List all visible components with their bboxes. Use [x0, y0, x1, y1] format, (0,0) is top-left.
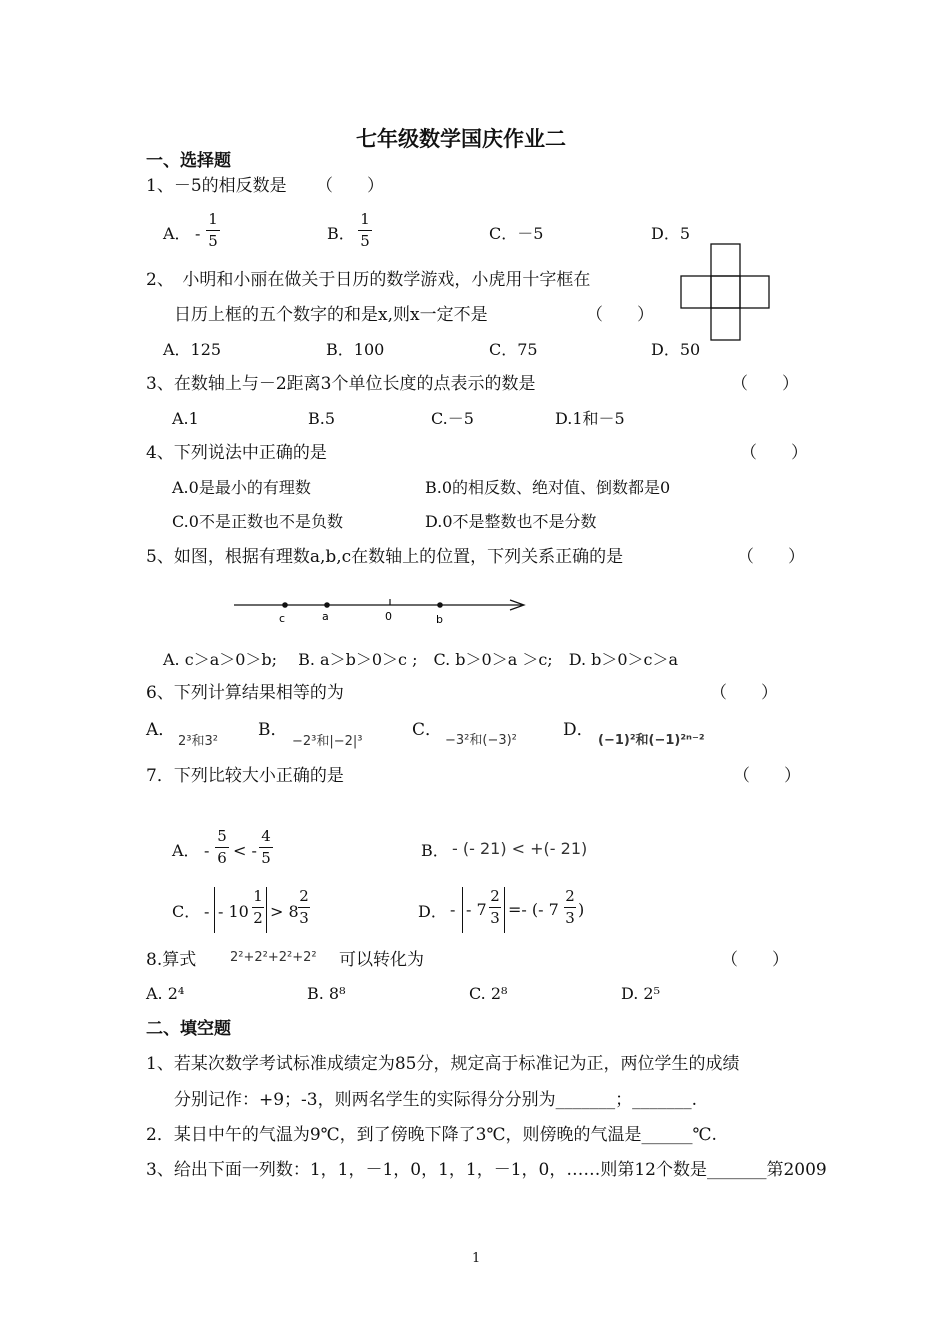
label-zero: 0 [385, 610, 392, 623]
label-b: b [436, 613, 443, 626]
q2-option-d: D．50 [651, 340, 701, 359]
section-heading-fill: 二、填空题 [146, 1019, 231, 1039]
label-c: c [279, 612, 286, 625]
question-6-bracket: （ ） [710, 683, 778, 703]
q2-option-a: A．125 [163, 340, 222, 359]
cross-frame-diagram [680, 243, 770, 341]
point-a [324, 602, 330, 608]
minus-sign: - [204, 841, 210, 860]
q2-option-b: B．100 [326, 340, 385, 359]
q7d-rhs: =- (- 7 [508, 900, 559, 919]
q8-option-c: C. 2⁸ [469, 984, 508, 1003]
q4-option-b: B.0的相反数、绝对值、倒数都是0 [425, 478, 671, 497]
fraction-numerator: 1 [360, 210, 370, 228]
cross-cell-right [740, 276, 769, 308]
page-number: 1 [472, 1251, 481, 1266]
q7-option-a-label: A． [172, 841, 200, 860]
q4-option-d: D.0不是整数也不是分数 [425, 512, 597, 531]
q6-option-a-expression: 2³和3² [178, 734, 218, 749]
q1-option-c: C．－5 [489, 224, 544, 243]
q8-option-a: A. 2⁴ [146, 984, 185, 1003]
q3-option-b: B.5 [308, 409, 336, 428]
page-title: 七年级数学国庆作业二 [356, 126, 566, 151]
q7c-rhs: > 8 [270, 902, 299, 921]
q3-option-c: C.－5 [431, 409, 474, 428]
q7c-whole: - 10 [218, 902, 249, 921]
fill-1-line2: 分别记作：+9；-3，则两名学生的实际得分分别为_______；_______. [174, 1090, 698, 1110]
question-5-options: A. c＞a＞0＞b; B. a＞b＞0＞c ; C. b＞0＞a ＞c; D. b＞0＞c＞a [163, 650, 679, 669]
q1-option-a-fraction [206, 212, 220, 249]
q1-option-a-label: A． [163, 224, 191, 243]
q6-option-c-label: C． [412, 720, 443, 740]
q7c-fraction-right: 2 3 [299, 887, 309, 927]
abs-bar-right [266, 887, 267, 933]
question-8-expression: 2²+2²+2²+2² [230, 950, 317, 965]
less-than-sign: < - [233, 841, 257, 860]
point-b [437, 602, 443, 608]
number-line [230, 595, 532, 629]
question-2-bracket: （ ） [586, 305, 654, 325]
q7d-fraction-right: 2 3 [565, 887, 575, 927]
q7-option-c-label: C． [172, 902, 201, 921]
question-8-bracket: （ ） [721, 950, 789, 970]
minus-sign: - [204, 902, 210, 921]
question-4-bracket: （ ） [740, 443, 808, 463]
cross-cell-top [711, 244, 740, 276]
question-5-bracket: （ ） [737, 547, 805, 567]
question-8-stem: 8.算式 [146, 950, 197, 970]
q8-option-d: D. 2⁵ [621, 984, 661, 1003]
fraction-denominator: 5 [360, 232, 370, 250]
question-7-bracket: （ ） [733, 766, 801, 786]
question-3-bracket: （ ） [731, 374, 799, 394]
q6-option-d-expression: (−1)²和(−1)²ⁿ⁻² [598, 733, 705, 748]
question-1-bracket: （ ） [316, 176, 384, 196]
abs-bar-left [214, 887, 215, 933]
q1-option-b-fraction [358, 212, 372, 249]
q7-option-d-label: D． [418, 902, 447, 921]
question-3-stem: 3、在数轴上与－2距离3个单位长度的点表示的数是 [146, 374, 536, 394]
fraction-bar [358, 230, 372, 231]
q8-option-b: B. 8⁸ [307, 984, 346, 1003]
q1-option-a-sign: - [195, 224, 201, 243]
fill-2-line: 2．某日中午的气温为9℃，到了傍晚下降了3℃，则傍晚的气温是______℃. [146, 1125, 717, 1145]
fill-3-line: 3、给出下面一列数：1，1，－1，0，1，1，－1，0，……则第12个数是_______第2009 [146, 1160, 827, 1180]
q6-option-b-expression: −2³和|−2|³ [292, 734, 363, 749]
q7a-fraction-left: 5 6 [215, 829, 229, 866]
cross-cell-center [711, 276, 740, 308]
label-a: a [322, 610, 329, 623]
q1-option-d: D．5 [651, 224, 691, 243]
q7-option-b-label: B． [421, 841, 449, 860]
point-c [282, 602, 288, 608]
q3-option-a: A.1 [172, 409, 199, 428]
q7d-whole: - 7 [466, 900, 487, 919]
q3-option-d: D.1和－5 [555, 409, 625, 428]
q6-option-a-label: A． [146, 720, 176, 740]
fraction-denominator: 5 [208, 232, 218, 250]
q7a-fraction-right: 4 5 [259, 829, 273, 866]
question-4-stem: 4、下列说法中正确的是 [146, 443, 327, 463]
fraction-numerator: 1 [208, 210, 218, 228]
cross-cell-bottom [711, 308, 740, 340]
close-paren: ) [578, 900, 585, 919]
q4-option-a: A.0是最小的有理数 [172, 478, 311, 497]
question-5-stem: 5、如图，根据有理数a,b,c在数轴上的位置，下列关系正确的是 [146, 547, 624, 567]
fill-1-line1: 1、若某次数学考试标准成绩定为85分，规定高于标准记为正，两位学生的成绩 [146, 1054, 740, 1074]
abs-bar-right [504, 887, 505, 933]
q6-option-b-label: B． [258, 720, 288, 740]
question-2-line1: 2、 小明和小丽在做关于日历的数学游戏，小虎用十字框在 [146, 270, 591, 290]
q4-option-c: C.0不是正数也不是负数 [172, 512, 343, 531]
question-7-stem: 7．下列比较大小正确的是 [146, 766, 344, 786]
question-6-stem: 6、下列计算结果相等的为 [146, 683, 344, 703]
question-1-stem: 1、－5的相反数是 [146, 176, 287, 196]
question-2-line2: 日历上框的五个数字的和是x,则x一定不是 [174, 305, 488, 325]
abs-bar-left [462, 887, 463, 933]
q6-option-c-expression: −3²和(−3)² [445, 733, 517, 748]
q1-option-b-label: B． [327, 224, 355, 243]
minus-sign: - [450, 900, 456, 919]
fraction-bar [206, 230, 220, 231]
section-heading-choice: 一、选择题 [146, 151, 231, 171]
cross-cell-left [681, 276, 711, 308]
q7d-fraction-left: 2 3 [490, 887, 500, 927]
q6-option-d-label: D． [563, 720, 594, 740]
q7c-fraction-left: 1 2 [253, 887, 263, 927]
question-8-tail: 可以转化为 [339, 950, 424, 970]
q2-option-c: C．75 [489, 340, 538, 359]
q7-option-b-expression: - (- 21) < +(- 21) [452, 839, 588, 858]
